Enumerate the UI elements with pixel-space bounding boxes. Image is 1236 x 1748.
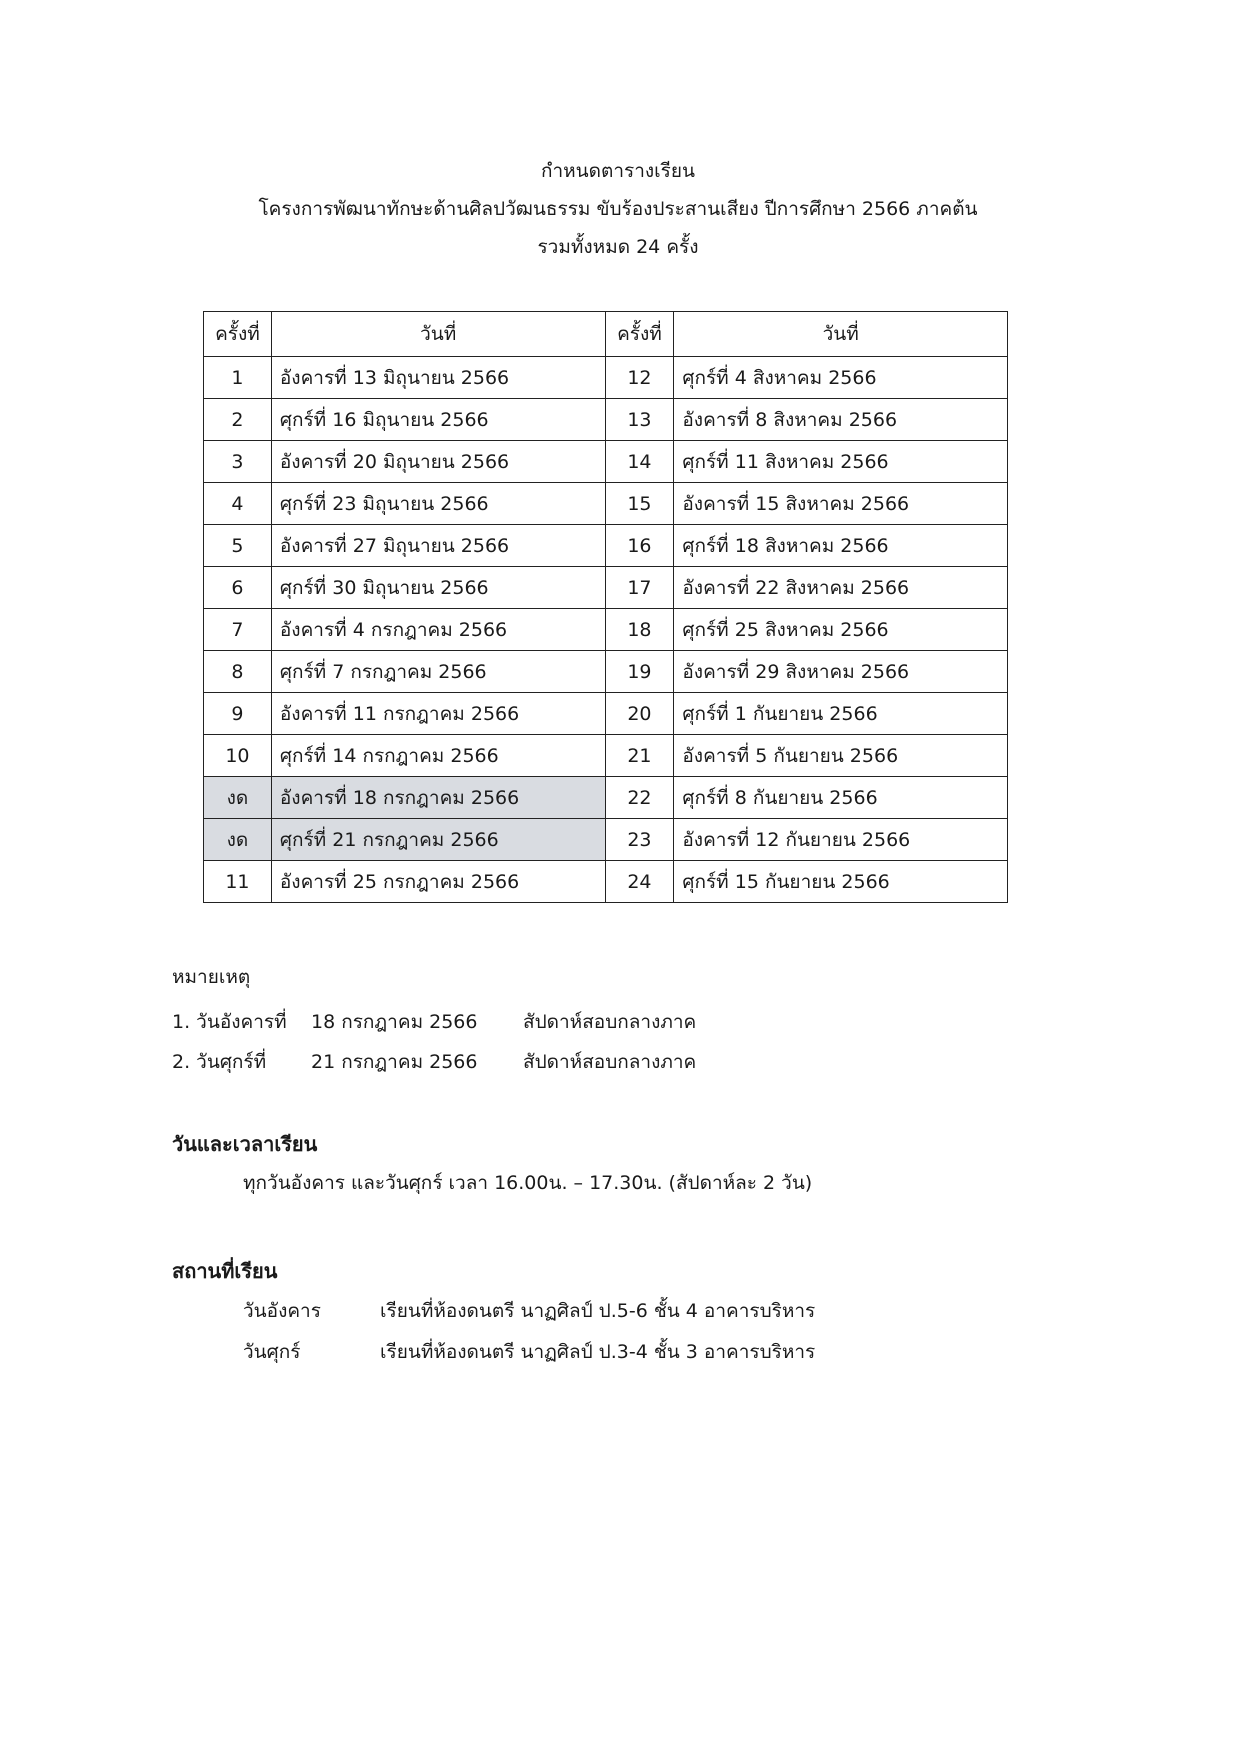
header-title: กำหนดตารางเรียน xyxy=(540,160,695,182)
session-number: 11 xyxy=(204,861,272,903)
session-date: อังคารที่ 20 มิถุนายน 2566 xyxy=(271,441,605,483)
session-date: ศุกร์ที่ 30 มิถุนายน 2566 xyxy=(271,567,605,609)
schedule-body xyxy=(204,357,1008,903)
session-number: 1 xyxy=(204,357,272,399)
location-item xyxy=(243,1296,1043,1336)
table-row xyxy=(204,693,1008,735)
note-item xyxy=(172,1002,697,1042)
session-number: 2 xyxy=(204,399,272,441)
session-number: 22 xyxy=(605,777,674,819)
session-number: 23 xyxy=(605,819,674,861)
session-date: อังคารที่ 18 กรกฎาคม 2566 xyxy=(271,777,605,819)
notes-section xyxy=(172,962,697,1082)
session-number: 6 xyxy=(204,567,272,609)
session-number: 12 xyxy=(605,357,674,399)
session-number: 15 xyxy=(605,483,674,525)
location-place: เรียนที่ห้องดนตรี นาฏศิลป์ ป.3-4 ชั้น 3 อาคารบริหาร xyxy=(380,1341,816,1363)
session-date: อังคารที่ 25 กรกฎาคม 2566 xyxy=(271,861,605,903)
session-number: งด xyxy=(204,819,272,861)
session-number: 19 xyxy=(605,651,674,693)
document-header xyxy=(0,152,1236,266)
location-item xyxy=(243,1337,1043,1377)
header-total: รวมทั้งหมด 24 ครั้ง xyxy=(537,236,699,258)
schedule-time-text: ทุกวันอังคาร และวันศุกร์ เวลา 16.00น. – 17.30น. (สัปดาห์ละ 2 วัน) xyxy=(243,1172,813,1194)
session-number: 5 xyxy=(204,525,272,567)
note-description: สัปดาห์สอบกลางภาค xyxy=(523,1011,697,1033)
location-place: เรียนที่ห้องดนตรี นาฏศิลป์ ป.5-6 ชั้น 4 อาคารบริหาร xyxy=(380,1300,816,1322)
session-date: ศุกร์ที่ 18 สิงหาคม 2566 xyxy=(674,525,1008,567)
table-row-cancelled xyxy=(204,777,1008,819)
header-session-left: ครั้งที่ xyxy=(204,312,272,357)
location-day: วันอังคาร xyxy=(243,1300,321,1322)
session-number: 21 xyxy=(605,735,674,777)
note-label: 2. วันศุกร์ที่ xyxy=(172,1051,267,1073)
notes-title: หมายเหตุ xyxy=(172,966,251,988)
session-date: ศุกร์ที่ 1 กันยายน 2566 xyxy=(674,693,1008,735)
session-number: 14 xyxy=(605,441,674,483)
schedule-table xyxy=(203,311,1008,903)
note-description: สัปดาห์สอบกลางภาค xyxy=(523,1051,697,1073)
session-date: อังคารที่ 22 สิงหาคม 2566 xyxy=(674,567,1008,609)
session-date: อังคารที่ 13 มิถุนายน 2566 xyxy=(271,357,605,399)
table-row xyxy=(204,609,1008,651)
session-date: อังคารที่ 4 กรกฎาคม 2566 xyxy=(271,609,605,651)
session-number: 20 xyxy=(605,693,674,735)
header-project: โครงการพัฒนาทักษะด้านศิลปวัฒนธรรม ขับร้องประสานเสียง ปีการศึกษา 2566 ภาคต้น xyxy=(258,198,978,220)
location-title: สถานที่เรียน xyxy=(172,1259,278,1283)
table-row-cancelled xyxy=(204,819,1008,861)
table-row xyxy=(204,735,1008,777)
session-date: อังคารที่ 5 กันยายน 2566 xyxy=(674,735,1008,777)
session-number: 13 xyxy=(605,399,674,441)
table-row xyxy=(204,399,1008,441)
session-date: ศุกร์ที่ 4 สิงหาคม 2566 xyxy=(674,357,1008,399)
session-date: ศุกร์ที่ 23 มิถุนายน 2566 xyxy=(271,483,605,525)
session-number: 10 xyxy=(204,735,272,777)
note-date: 21 กรกฎาคม 2566 xyxy=(311,1051,478,1073)
session-date: ศุกร์ที่ 8 กันยายน 2566 xyxy=(674,777,1008,819)
session-number: งด xyxy=(204,777,272,819)
session-date: ศุกร์ที่ 16 มิถุนายน 2566 xyxy=(271,399,605,441)
session-date: อังคารที่ 29 สิงหาคม 2566 xyxy=(674,651,1008,693)
table-row xyxy=(204,651,1008,693)
session-number: 18 xyxy=(605,609,674,651)
header-date-right: วันที่ xyxy=(674,312,1008,357)
table-row xyxy=(204,441,1008,483)
session-date: อังคารที่ 27 มิถุนายน 2566 xyxy=(271,525,605,567)
table-row xyxy=(204,483,1008,525)
schedule-time-title: วันและเวลาเรียน xyxy=(172,1132,318,1156)
session-date: ศุกร์ที่ 14 กรกฎาคม 2566 xyxy=(271,735,605,777)
session-date: ศุกร์ที่ 25 สิงหาคม 2566 xyxy=(674,609,1008,651)
table-row xyxy=(204,861,1008,903)
session-number: 4 xyxy=(204,483,272,525)
session-number: 9 xyxy=(204,693,272,735)
header-session-right: ครั้งที่ xyxy=(605,312,674,357)
session-date: ศุกร์ที่ 11 สิงหาคม 2566 xyxy=(674,441,1008,483)
note-date: 18 กรกฎาคม 2566 xyxy=(311,1011,478,1033)
table-row xyxy=(204,525,1008,567)
table-header-row xyxy=(204,312,1008,357)
session-number: 3 xyxy=(204,441,272,483)
note-label: 1. วันอังคารที่ xyxy=(172,1011,287,1033)
session-date: ศุกร์ที่ 7 กรกฎาคม 2566 xyxy=(271,651,605,693)
table-row xyxy=(204,567,1008,609)
location-day: วันศุกร์ xyxy=(243,1341,301,1363)
session-number: 8 xyxy=(204,651,272,693)
session-date: อังคารที่ 11 กรกฎาคม 2566 xyxy=(271,693,605,735)
session-date: อังคารที่ 15 สิงหาคม 2566 xyxy=(674,483,1008,525)
session-date: ศุกร์ที่ 21 กรกฎาคม 2566 xyxy=(271,819,605,861)
session-number: 24 xyxy=(605,861,674,903)
session-date: อังคารที่ 8 สิงหาคม 2566 xyxy=(674,399,1008,441)
header-date-left: วันที่ xyxy=(271,312,605,357)
table-row xyxy=(204,357,1008,399)
note-item xyxy=(172,1042,697,1082)
session-number: 16 xyxy=(605,525,674,567)
session-date: อังคารที่ 12 กันยายน 2566 xyxy=(674,819,1008,861)
session-number: 17 xyxy=(605,567,674,609)
session-date: ศุกร์ที่ 15 กันยายน 2566 xyxy=(674,861,1008,903)
session-number: 7 xyxy=(204,609,272,651)
